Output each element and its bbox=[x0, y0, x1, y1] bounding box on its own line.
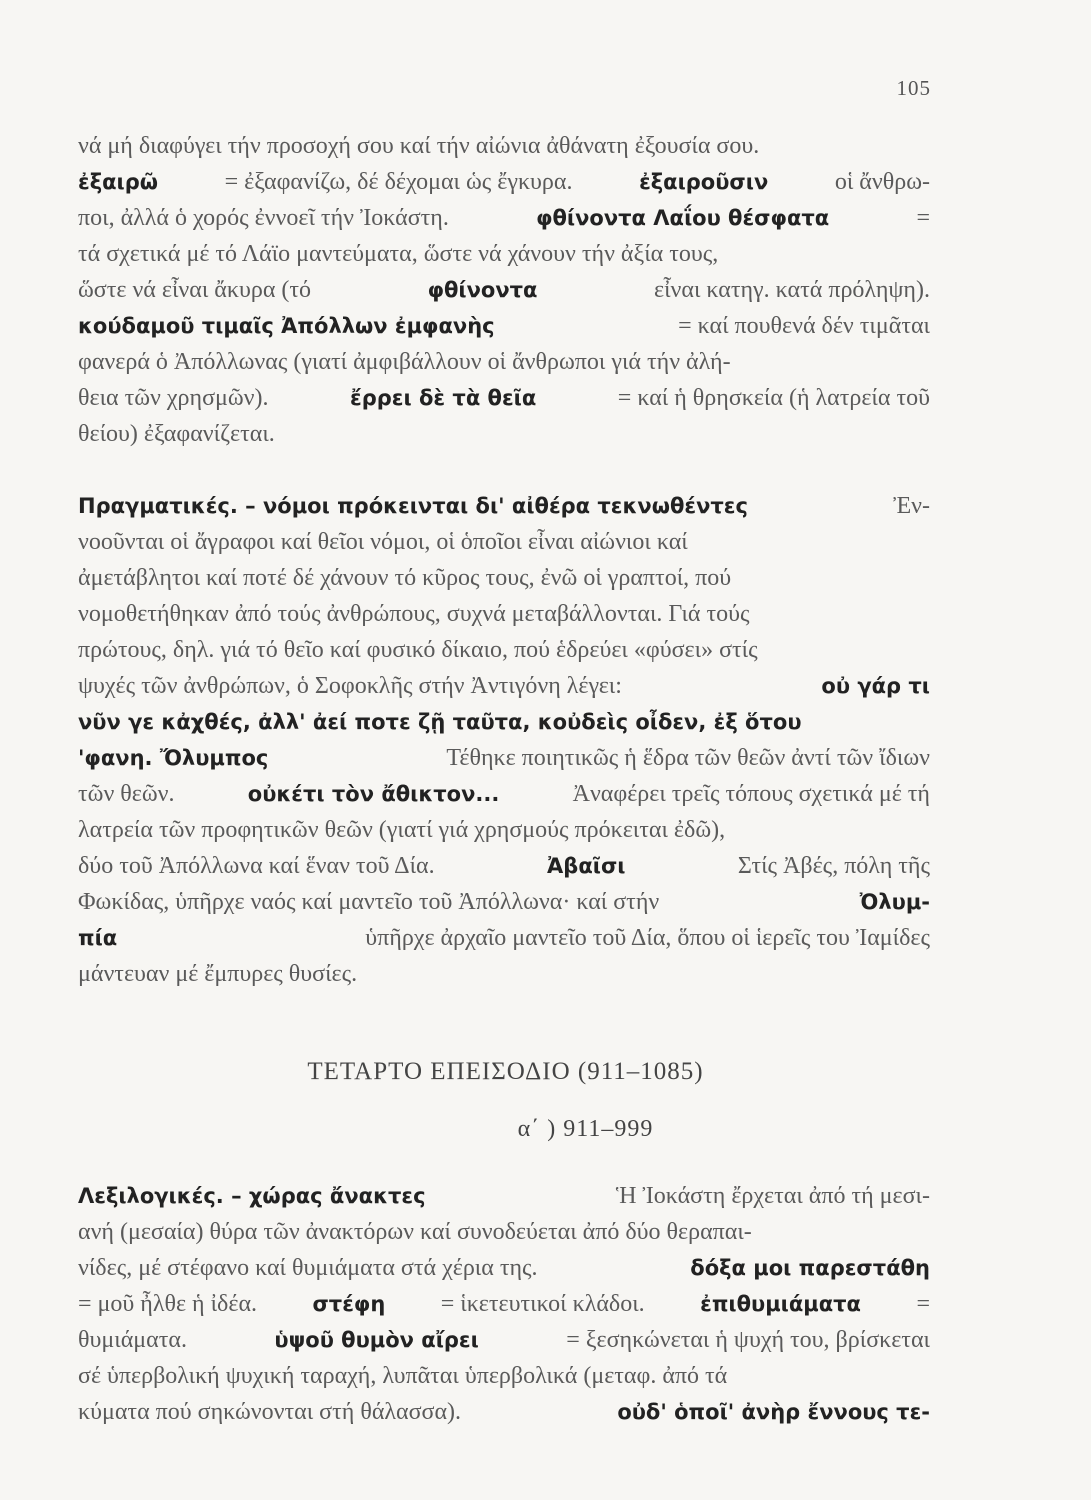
text-segment: δύο τοῦ Ἀπόλλωνα καί ἕναν τοῦ Δία. bbox=[78, 853, 435, 879]
text-line bbox=[78, 524, 930, 560]
text-segment: τῶν θεῶν. bbox=[78, 781, 175, 807]
bold-term: ἔρρει δὲ τὰ θεῖα bbox=[350, 386, 537, 410]
bold-term: οὐδ' ὁποῖ' ἀνὴρ ἔννους τε- bbox=[617, 1400, 930, 1424]
text-segment: Τέθηκε ποιητικῶς ἡ ἕδρα τῶν θεῶν ἀντί τῶν ἴδιων bbox=[446, 745, 930, 771]
bold-term: νῦν γε κἀχθές, ἀλλ' ἀεί ποτε ζῇ ταῦτα, κοὐδεὶς οἶδεν, ἐξ ὅτου bbox=[78, 710, 802, 734]
paragraph-2 bbox=[78, 488, 930, 992]
text-line bbox=[78, 416, 930, 452]
text-segment: = ἐξαφανίζω, δέ δέχομαι ὡς ἔγκυρα. bbox=[224, 169, 573, 195]
paragraph-3 bbox=[78, 1178, 930, 1430]
text-line bbox=[78, 308, 930, 344]
text-line bbox=[78, 1358, 930, 1394]
text-segment: πρώτους, δηλ. γιά τό θεῖο καί φυσικό δίκαιο, πού ἑδρεύει «φύσει» στίς bbox=[78, 637, 758, 663]
text-line bbox=[78, 1214, 930, 1250]
page-number: 105 bbox=[896, 76, 931, 100]
bold-term: ἐξαιρῶ bbox=[78, 170, 158, 194]
text-segment: νίδες, μέ στέφανο καί θυμιάματα στά χέρια της. bbox=[78, 1255, 538, 1281]
text-line bbox=[78, 776, 930, 812]
text-segment: ψυχές τῶν ἀνθρώπων, ὁ Σοφοκλῆς στήν Ἀντιγόνη λέγει: bbox=[78, 673, 622, 699]
text-segment: = bbox=[916, 1291, 930, 1317]
text-line bbox=[78, 956, 930, 992]
text-line bbox=[78, 848, 930, 884]
text-segment: εἶναι κατηγ. κατά πρόληψη). bbox=[653, 277, 930, 303]
bold-term: οὐ γάρ τι bbox=[821, 674, 930, 698]
text-segment: λατρεία τῶν προφητικῶν θεῶν (γιατί γιά χρησμούς πρόκειται ἐδῶ), bbox=[78, 817, 726, 843]
text-segment: = ξεσηκώνεται ἡ ψυχή του, βρίσκεται bbox=[566, 1327, 930, 1353]
text-line bbox=[78, 236, 930, 272]
bold-term: ἐπιθυμιάματα bbox=[700, 1292, 861, 1316]
text-segment: = bbox=[916, 205, 930, 231]
text-line bbox=[78, 740, 930, 776]
text-line bbox=[78, 632, 930, 668]
text-line bbox=[78, 920, 930, 956]
text-line bbox=[78, 1250, 930, 1286]
text-segment: Ἀναφέρει τρεῖς τόπους σχετικά μέ τή bbox=[572, 781, 930, 807]
text-segment: ποι, ἀλλά ὁ χορός ἐννοεῖ τήν Ἰοκάστη. bbox=[78, 205, 449, 231]
text-line bbox=[78, 1178, 930, 1214]
text-line bbox=[78, 1322, 930, 1358]
text-line bbox=[78, 704, 930, 740]
bold-term: πία bbox=[78, 926, 118, 950]
text-segment: φανερά ὁ Ἀπόλλωνας (γιατί ἀμφιβάλλουν οἱ ἄνθρωποι γιά τήν ἀλή- bbox=[78, 349, 731, 375]
text-line bbox=[78, 1286, 930, 1322]
text-line bbox=[78, 668, 930, 704]
text-segment: νά μή διαφύγει τήν προσοχή σου καί τήν αἰώνια ἀθάνατη ἐξουσία σου. bbox=[78, 133, 760, 159]
text-line bbox=[78, 596, 930, 632]
text-line bbox=[78, 200, 930, 236]
bold-term: κούδαμοῦ τιμαῖς Ἀπόλλων ἐμφανὴς bbox=[78, 314, 495, 338]
section-heading: ΤΕΤΑΡΤΟ ΕΠΕΙΣΟΔΙΟ (911–1085) bbox=[307, 1058, 704, 1085]
text-line bbox=[78, 164, 930, 200]
text-line bbox=[78, 812, 930, 848]
bold-term: Ὀλυμ- bbox=[859, 890, 930, 914]
text-segment: οἱ ἄνθρω- bbox=[834, 169, 930, 195]
text-segment: σέ ὑπερβολική ψυχική ταραχή, λυπᾶται ὑπερβολικά (μεταφ. ἀπό τά bbox=[78, 1363, 728, 1389]
bold-term: οὐκέτι τὸν ἄθικτον... bbox=[247, 782, 500, 806]
text-segment: Ἐν- bbox=[893, 493, 930, 519]
text-segment: = καί πουθενά δέν τιμᾶται bbox=[678, 313, 930, 339]
bold-term: Πραγματικές. – νόμοι πρόκεινται δι' αἰθέρα τεκνωθέντες bbox=[78, 494, 748, 518]
text-segment: Στίς Ἀβές, πόλη τῆς bbox=[737, 853, 930, 879]
text-segment: ανή (μεσαία) θύρα τῶν ἀνακτόρων καί συνοδεύεται ἀπό δύο θεραπαι- bbox=[78, 1219, 752, 1245]
bold-term: 'φανη. Ὄλυμπος bbox=[78, 746, 269, 770]
paragraph-1 bbox=[78, 128, 930, 452]
text-segment: θυμιάματα. bbox=[78, 1327, 187, 1353]
text-segment: Φωκίδας, ὑπῆρχε ναός καί μαντεῖο τοῦ Ἀπόλλωνα· καί στήν bbox=[78, 889, 660, 915]
text-segment: = μοῦ ἦλθε ἡ ἰδέα. bbox=[78, 1291, 258, 1317]
text-line bbox=[78, 488, 930, 524]
text-segment: μάντευαν μέ ἔμπυρες θυσίες. bbox=[78, 961, 358, 987]
text-segment: θεια τῶν χρησμῶν). bbox=[78, 385, 269, 411]
bold-term: Ἀβαῖσι bbox=[547, 854, 626, 878]
text-segment: θείου) ἐξαφανίζεται. bbox=[78, 421, 275, 447]
text-segment: ἀμετάβλητοι καί ποτέ δέ χάνουν τό κῦρος τους, ἐνῶ οἱ γραπτοί, πού bbox=[78, 565, 732, 591]
text-segment: κύματα πού σηκώνονται στή θάλασσα). bbox=[78, 1399, 462, 1425]
bold-term: δόξα μοι παρεστάθη bbox=[690, 1256, 930, 1280]
text-segment: Ἡ Ἰοκάστη ἔρχεται ἀπό τή μεσι- bbox=[615, 1183, 930, 1209]
text-segment: ὥστε νά εἶναι ἄκυρα (τό bbox=[78, 277, 312, 303]
bold-term: Λεξιλογικές. – χώρας ἄνακτες bbox=[78, 1184, 426, 1208]
text-segment: νοοῦνται οἱ ἄγραφοι καί θεῖοι νόμοι, οἱ ὁποῖοι εἶναι αἰώνιοι καί bbox=[78, 529, 688, 555]
text-line bbox=[78, 272, 930, 308]
bold-term: ὑψοῦ θυμὸν αἴρει bbox=[274, 1328, 479, 1352]
text-line bbox=[78, 560, 930, 596]
text-segment: τά σχετικά μέ τό Λάϊο μαντεύματα, ὥστε νά χάνουν τήν ἀξία τους, bbox=[78, 241, 719, 267]
bold-term: στέφη bbox=[312, 1292, 386, 1316]
bold-term: ἐξαιροῦσιν bbox=[639, 170, 769, 194]
text-line bbox=[78, 884, 930, 920]
text-segment: = καί ἡ θρησκεία (ἡ λατρεία τοῦ bbox=[617, 385, 930, 411]
text-segment: νομοθετήθηκαν ἀπό τούς ἀνθρώπους, συχνά μεταβάλλονται. Γιά τούς bbox=[78, 601, 750, 627]
text-line bbox=[78, 344, 930, 380]
subsection-heading: α΄ ) 911–999 bbox=[517, 1116, 654, 1142]
bold-term: φθίνοντα bbox=[427, 278, 538, 302]
text-line bbox=[78, 380, 930, 416]
text-segment: = ἱκετευτικοί κλάδοι. bbox=[440, 1291, 645, 1317]
text-line bbox=[78, 128, 930, 164]
text-line bbox=[78, 1394, 930, 1430]
text-segment: ὑπῆρχε ἀρχαῖο μαντεῖο τοῦ Δία, ὅπου οἱ ἱερεῖς του Ἰαμίδες bbox=[365, 925, 930, 951]
bold-term: φθίνοντα Λαΐου θέσφατα bbox=[536, 206, 830, 230]
